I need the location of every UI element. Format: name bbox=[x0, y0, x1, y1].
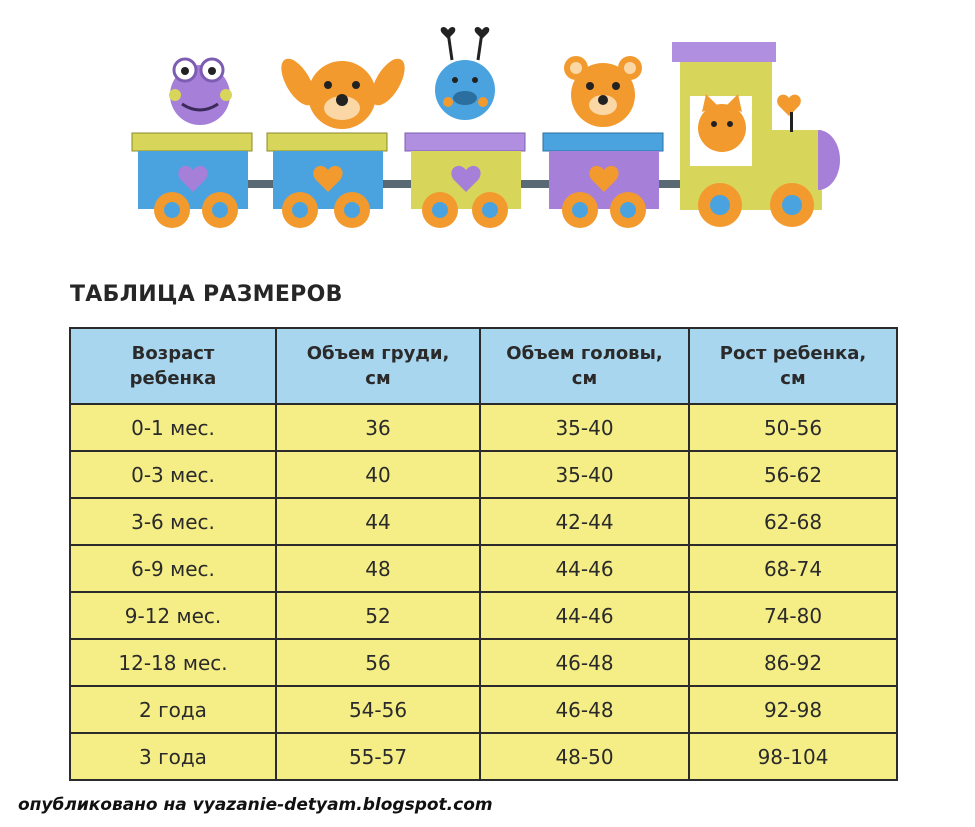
table-header-row bbox=[70, 328, 897, 404]
table-cell: 52 bbox=[276, 592, 480, 639]
column-header bbox=[689, 328, 897, 404]
column-header-line: см bbox=[571, 368, 598, 389]
table-cell: 50-56 bbox=[689, 404, 897, 451]
table-cell: 36 bbox=[276, 404, 480, 451]
giraffe-wagon bbox=[405, 27, 525, 228]
table-cell: 92-98 bbox=[689, 686, 897, 733]
table-cell: 35-40 bbox=[480, 404, 689, 451]
table-cell: 35-40 bbox=[480, 451, 689, 498]
table-row bbox=[70, 451, 897, 498]
column-header bbox=[276, 328, 480, 404]
table-cell: 48 bbox=[276, 545, 480, 592]
table-row bbox=[70, 545, 897, 592]
dog-wagon bbox=[267, 53, 411, 228]
column-header-line: ребенка bbox=[129, 368, 217, 389]
bear-wagon bbox=[543, 56, 663, 228]
locomotive bbox=[672, 42, 840, 227]
table-cell: 98-104 bbox=[689, 733, 897, 780]
column-header bbox=[70, 328, 276, 404]
column-header-line: Возраст bbox=[131, 343, 215, 364]
table-cell: 0-1 мес. bbox=[70, 404, 276, 451]
table-cell: 54-56 bbox=[276, 686, 480, 733]
table-cell: 6-9 мес. bbox=[70, 545, 276, 592]
size-table bbox=[69, 327, 898, 781]
giraffe-icon bbox=[435, 60, 495, 120]
table-cell: 42-44 bbox=[480, 498, 689, 545]
table-body bbox=[70, 404, 897, 780]
column-header-line: Рост ребенка, bbox=[719, 343, 867, 364]
table-cell: 44-46 bbox=[480, 592, 689, 639]
table-cell: 40 bbox=[276, 451, 480, 498]
table-row bbox=[70, 498, 897, 545]
table-cell: 9-12 мес. bbox=[70, 592, 276, 639]
table-cell: 62-68 bbox=[689, 498, 897, 545]
page-title: ТАБЛИЦА РАЗМЕРОВ bbox=[70, 282, 343, 307]
table-cell: 56-62 bbox=[689, 451, 897, 498]
table-cell: 2 года bbox=[70, 686, 276, 733]
column-header-line: Объем груди, bbox=[306, 343, 450, 364]
table-cell: 86-92 bbox=[689, 639, 897, 686]
table-cell: 3-6 мес. bbox=[70, 498, 276, 545]
table-cell: 55-57 bbox=[276, 733, 480, 780]
column-header-line: см bbox=[365, 368, 391, 389]
table-row bbox=[70, 404, 897, 451]
footer-credit: опубликовано на vyazanie-detyam.blogspot.com bbox=[18, 795, 493, 815]
column-header-line: см bbox=[780, 368, 806, 389]
column-header bbox=[480, 328, 689, 404]
column-header-line: Объем головы, bbox=[506, 343, 663, 364]
table-row bbox=[70, 733, 897, 780]
table-cell: 44-46 bbox=[480, 545, 689, 592]
table-cell: 0-3 мес. bbox=[70, 451, 276, 498]
table-cell: 68-74 bbox=[689, 545, 897, 592]
table-cell: 44 bbox=[276, 498, 480, 545]
table-cell: 3 года bbox=[70, 733, 276, 780]
table-cell: 46-48 bbox=[480, 686, 689, 733]
table-row bbox=[70, 592, 897, 639]
frog-wagon bbox=[132, 59, 252, 228]
table-row bbox=[70, 686, 897, 733]
table-row bbox=[70, 639, 897, 686]
table-cell: 12-18 мес. bbox=[70, 639, 276, 686]
table-cell: 46-48 bbox=[480, 639, 689, 686]
toy-train-illustration bbox=[0, 0, 975, 250]
table-cell: 48-50 bbox=[480, 733, 689, 780]
table-cell: 56 bbox=[276, 639, 480, 686]
table-cell: 74-80 bbox=[689, 592, 897, 639]
cat-icon bbox=[698, 104, 746, 152]
